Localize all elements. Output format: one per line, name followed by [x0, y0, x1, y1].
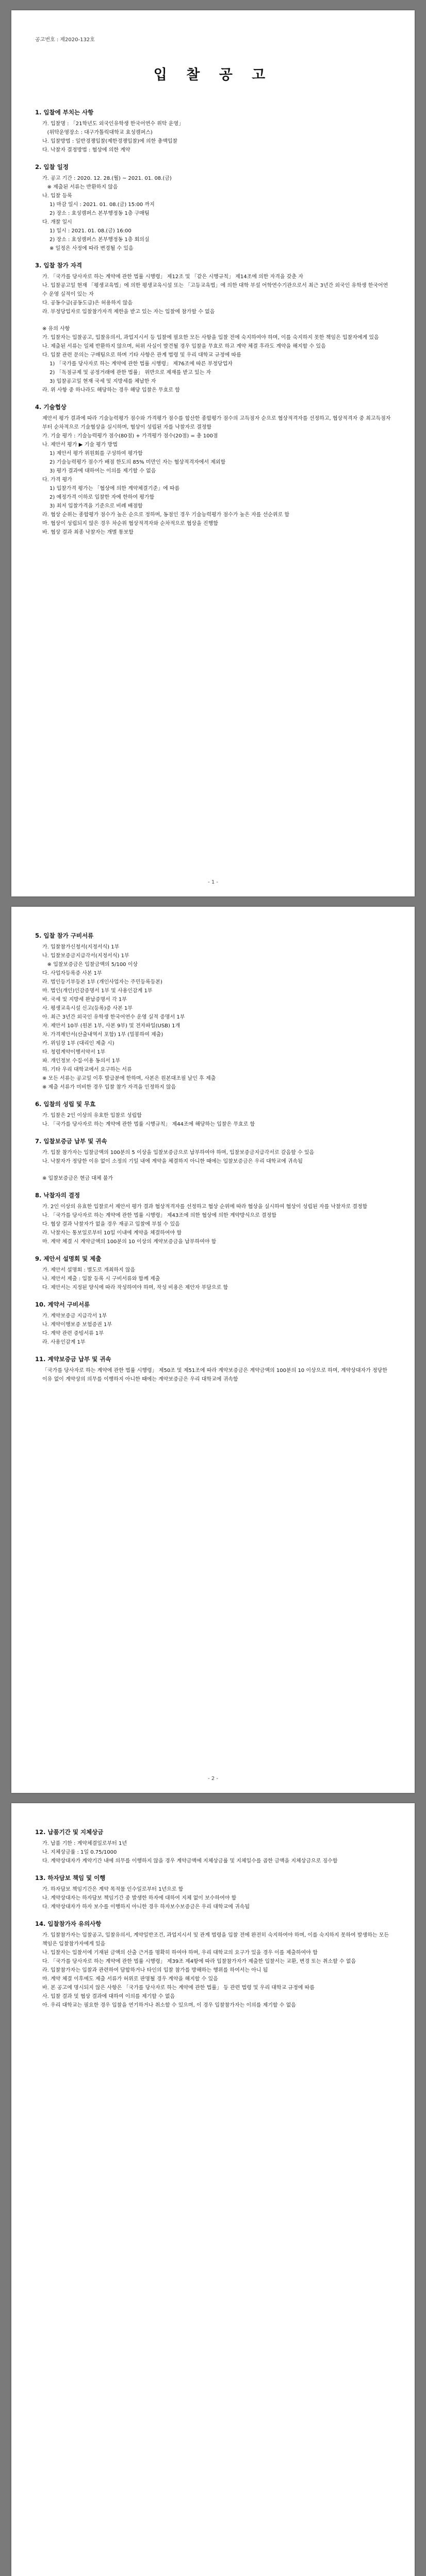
section-line: 나. 「국가를 당사자로 하는 계약에 관한 법률 시행규칙」 제44조에 해당하는 입찰은 무효로 함: [42, 1122, 255, 1127]
section-line: 2) 장소 : 효성캠퍼스 본부행정동 1층 회의실: [50, 237, 150, 243]
section-line: 가. 「국가를 당사자로 하는 계약에 관한 법률 시행령」 제12조 및 「같은 시행규칙」 제14조에 의한 자격을 갖춘 자: [42, 274, 303, 280]
section-line: 나. 제출된 서류는 일체 반환하지 않으며, 허위 사실이 발견될 경우 입찰을 무효로 하고 계약 체결 후라도 계약을 해지할 수 있음: [42, 344, 326, 349]
section-line: 타. 청렴계약이행서약서 1부: [42, 1049, 106, 1055]
section-line: 카. 위임장 1부 (대리인 제출 시): [42, 1041, 114, 1046]
page-number: - 2 -: [208, 1776, 218, 1782]
section-line: 파. 개인정보 수집·이용 동의서 1부: [42, 1058, 121, 1064]
section-line: 가. 입찰참가자는 입찰공고, 입찰유의서, 계약일반조건, 과업지시서 및 관계 법령을 입찰 전에 완전히 숙지하여야 하며, 이를 숙지하지 못하여 발생하는 모든 책임은 입찰참가자에게 있음: [42, 1933, 391, 1947]
section-line: 다. 「국가를 당사자로 하는 계약에 관한 법률 시행령」 제39조 제4항에 따라 입찰참가자가 제출한 입찰서는 교환, 변경 또는 취소할 수 없음: [42, 1959, 356, 1964]
section-line: 가. 입찰은 2인 이상의 유효한 입찰로 성립함: [42, 1113, 142, 1118]
section-line: 가. 입찰자는 입찰공고, 입찰유의서, 과업지시서 등 입찰에 필요한 모든 사항을 입찰 전에 숙지하여야 하며, 이를 숙지하지 못한 책임은 입찰자에게 있음: [42, 335, 379, 341]
section-line: 1) 입찰가격 평가는 「협상에 의한 계약체결기준」에 따름: [50, 486, 180, 492]
section-line: 라. 낙찰자는 통보일로부터 10일 이내에 계약을 체결하여야 함: [42, 1230, 182, 1236]
section-line: 나. 입찰 등록: [42, 193, 72, 199]
section-line: 가. 2인 이상의 유효한 입찰로서 제안서 평가 결과 협상적격자를 선정하고 협상 순위에 따라 협상을 실시하여 협상이 성립된 자를 낙찰자로 결정함: [42, 1204, 368, 1210]
section-line: ※ 제출된 서류는 반환하지 않음: [42, 184, 118, 190]
section-line: 다. 계약상대자가 하자 보수를 이행하지 아니한 경우 하자보수보증금은 우리 대학교에 귀속됨: [42, 1904, 250, 1910]
section-line: 라. 부정당업자로 입찰참가자격 제한을 받고 있는 자는 입찰에 참가할 수 없음: [42, 309, 215, 315]
section-heading: 13. 하자담보 책임 및 이행: [35, 1874, 106, 1882]
section-line: ※ 일정은 사정에 따라 변경될 수 있음: [50, 246, 134, 251]
section-heading: 2. 입찰 일정: [35, 163, 69, 171]
section-line: 3) 평가 결과에 대하여는 이의를 제기할 수 없음: [50, 468, 156, 474]
section-line: 다. 공동수급(공동도급)은 허용하지 않음: [42, 300, 133, 306]
section-line: 가. 입찰 참가자는 입찰금액의 100분의 5 이상을 입찰보증금으로 납부하여야 하며, 입찰보증금지급각서로 갈음할 수 있음: [42, 1150, 315, 1156]
section-line: 라. 입찰참가자는 입찰과 관련하여 담합하거나 타인의 입찰 참가를 방해하는 행위를 하여서는 아니 됨: [42, 1968, 268, 1973]
section-line: 가. 공고 기간 : 2020. 12. 28.(월) ~ 2021. 01. 08.(금): [42, 176, 172, 181]
section-line: 1) 마감 일시 : 2021. 01. 08.(금) 15:00 까지: [50, 202, 155, 208]
section-line: 나. 제안서 제출 : 입찰 등록 시 구비서류와 함께 제출: [42, 1276, 160, 1282]
notice-number: 공고번호 : 제2020-132호: [35, 37, 95, 43]
page-content: [35, 931, 391, 1384]
section-line: ※ 입찰보증금은 현금 대체 불가: [42, 1176, 113, 1181]
section-line: 다. 협상 결과 낙찰자가 없을 경우 재공고 입찰에 부칠 수 있음: [42, 1222, 180, 1227]
section-line: 가. 제안서 설명회 : 별도로 개최하지 않음: [42, 1267, 136, 1273]
document-title: 입 찰 공 고: [153, 67, 273, 83]
section-line: 다. 낙찰자 결정방법 : 협상에 의한 계약: [42, 147, 130, 153]
section-line: 2) 「독점규제 및 공정거래에 관한 법률」 위반으로 제재를 받고 있는 자: [50, 370, 211, 376]
section-line: 자. 제안서 10부 (원본 1부, 사본 9부) 및 전자파일(USB) 1개: [42, 1023, 181, 1029]
section: [35, 163, 391, 253]
section-line: (위탁운영장소 : 대구가톨릭대학교 효성캠퍼스): [42, 130, 153, 135]
section-line: ※ 모든 서류는 공고일 이후 발급분에 한하며, 사본은 원본대조필 날인 후 제출: [42, 1076, 216, 1081]
section-line: ※ 유의 사항: [42, 326, 70, 332]
section-line: 마. 협상이 성립되지 않은 경우 차순위 협상적격자와 순차적으로 협상을 진행함: [42, 521, 218, 527]
section-line: 다. 제안서는 지정된 양식에 따라 작성하여야 하며, 작성 비용은 제안자 부담으로 함: [42, 1285, 228, 1291]
section-line: ※ 입찰보증금은 입찰금액의 5/100 이상: [42, 962, 138, 968]
section-line: 3) 최저 입찰가격을 기준으로 비례 배점함: [50, 503, 143, 509]
section-line: 나. 「국가를 당사자로 하는 계약에 관한 법률 시행령」 제43조에 의한 협상에 의한 계약방식으로 결정함: [42, 1213, 276, 1218]
section-line: 1) 일시 : 2021. 01. 08.(금) 16:00: [50, 228, 132, 234]
section-heading: 5. 입찰 참가 구비서류: [35, 932, 94, 939]
section-line: 바. 본 공고에 명시되지 않은 사항은 「국가를 당사자로 하는 계약에 관한 법률」 등 관련 법령 및 우리 대학교 규정에 따름: [42, 1985, 315, 1991]
section-line: 2) 기술능력평가 점수가 배점 한도의 85% 미만인 자는 협상적격자에서 제외함: [50, 460, 226, 465]
section-line: 다. 사업자등록증 사본 1부: [42, 971, 102, 976]
section-heading: 1. 입찰에 부치는 사항: [35, 109, 94, 116]
section: [35, 261, 391, 316]
section-line: 「국가를 당사자로 하는 계약에 관한 법률 시행령」 제50조 및 제51조에 따라 계약보증금은 계약금액의 100분의 10 이상으로 하며, 계약상대자가 정당한 이유 없이 계약상의 의무를 이행하지 아니한 때에는 계약보증금은 우리 대학교에 귀속함: [42, 1368, 389, 1382]
document-page-2: [11, 907, 415, 1793]
section: [35, 1355, 391, 1384]
section: [35, 1174, 391, 1183]
section-line: 다. 개찰 일시: [42, 219, 72, 225]
section-line: 바. 국세 및 지방세 완납증명서 각 1부: [42, 997, 127, 1003]
page-content: [35, 108, 391, 537]
section-line: 다. 입찰 관련 문의는 구매팀으로 하며 기타 사항은 관계 법령 및 우리 대학교 규정에 따름: [42, 352, 241, 358]
section-line: 나. 낙찰자가 정당한 이유 없이 소정의 기일 내에 계약을 체결하지 아니한 때에는 입찰보증금은 우리 대학교에 귀속됨: [42, 1159, 303, 1164]
section-line: 바. 협상 결과 최종 낙찰자는 개별 통보함: [42, 530, 134, 535]
section-line: 다. 계약상대자가 계약기간 내에 의무를 이행하지 않을 경우 계약금액에 지체상금률 및 지체일수를 곱한 금액을 지체상금으로 징수함: [42, 1858, 338, 1864]
section-line: 가. 납품 기한 : 계약체결일로부터 1년: [42, 1841, 127, 1846]
section-line: 3) 입찰공고일 현재 국세 및 지방세를 체납한 자: [50, 379, 156, 384]
page-content: [35, 1828, 391, 2010]
section-line: 마. 법인(개인)인감증명서 1부 및 사용인감계 1부: [42, 988, 153, 994]
section-line: 나. 입찰보증금지급각서(지정서식) 1부: [42, 953, 129, 959]
section: [35, 1920, 391, 2010]
section-line: 가. 계약보증금 지급각서 1부: [42, 1313, 107, 1319]
section-line: 제안서 평가 결과에 따라 기술능력평가 점수와 가격평가 점수를 합산한 종합평가 점수의 고득점자 순으로 협상적격자를 선정하고, 협상적격자 중 최고득점자부터 순차적으로 기술협상을 실시하며, 협상이 성립된 자를 낙찰자로 결정함: [42, 416, 391, 430]
section-heading: 4. 기술협상: [35, 403, 67, 411]
section-line: 나. 입찰공고일 현재 「평생교육법」에 의한 평생교육시설 또는 「고등교육법」에 의한 대학 부설 어학연수기관으로서 최근 3년간 외국인 유학생 한국어연수 운영 실적이 있는 자: [42, 283, 388, 297]
section-line: 나. 입찰자는 입찰서에 기재된 금액의 산출 근거를 명확히 하여야 하며, 우리 대학교의 요구가 있을 경우 이를 제출하여야 함: [42, 1950, 318, 1956]
section-line: 사. 입찰 결과 및 협상 결과에 대하여 이의를 제기할 수 없음: [42, 1994, 175, 1999]
document-page-3: [11, 1803, 415, 2576]
section: [35, 1874, 391, 1911]
document-page-1: [11, 10, 415, 896]
section: [35, 1100, 391, 1129]
section-line: 2) 예정가격 이하로 입찰한 자에 한하여 평가함: [50, 495, 155, 500]
section-line: 하. 기타 우리 대학교에서 요구하는 서류: [42, 1067, 132, 1073]
section-line: 라. 사용인감계 1부: [42, 1340, 86, 1345]
section-line: 가. 기술 평가 : 기술능력평가 점수(80점) + 가격평가 점수(20점) = 총 100점: [42, 433, 218, 439]
section-line: 마. 계약 체결 이후에도 제출 서류가 허위로 판명될 경우 계약을 해지할 수 있음: [42, 1976, 218, 1982]
section-line: 1) 제안서 평가 위원회를 구성하여 평가함: [50, 451, 143, 456]
section-line: 라. 법인등기부등본 1부 (개인사업자는 주민등록등본): [42, 979, 162, 985]
section: [35, 325, 391, 395]
section-heading: 9. 제안서 설명회 및 제출: [35, 1255, 102, 1262]
section: [35, 1137, 391, 1166]
section-line: 가. 하자담보 책임기간은 계약 목적물 인수일로부터 1년으로 함: [42, 1887, 184, 1892]
section: [35, 1255, 391, 1292]
section-heading: 8. 낙찰자의 결정: [35, 1192, 80, 1199]
page-number: - 1 -: [208, 879, 218, 885]
section-line: 라. 협상 순위는 종합평가 점수가 높은 순으로 정하며, 동점인 경우 기술능력평가 점수가 높은 자를 선순위로 함: [42, 512, 290, 518]
section-heading: 11. 계약보증금 납부 및 귀속: [35, 1355, 111, 1363]
section-line: ※ 제출 서류가 미비한 경우 입찰 참가 자격을 인정하지 않음: [42, 1084, 176, 1090]
section-heading: 12. 납품기간 및 지체상금: [35, 1828, 104, 1836]
section-line: 나. 계약상대자는 하자담보 책임기간 중 발생한 하자에 대하여 지체 없이 보수하여야 함: [42, 1895, 237, 1901]
section-line: 차. 가격제안서(산출내역서 포함) 1부 (밀봉하여 제출): [42, 1032, 163, 1038]
section: [35, 403, 391, 537]
section-line: 나. 지체상금률 : 1일 0.75/1000: [42, 1850, 117, 1855]
section-line: 아. 우리 대학교는 필요한 경우 입찰을 연기하거나 취소할 수 있으며, 이 경우 입찰참가자는 이의를 제기할 수 없음: [42, 2003, 296, 2008]
section-line: 나. 계약이행보증 보험증권 1부: [42, 1322, 112, 1328]
section-heading: 7. 입찰보증금 납부 및 귀속: [35, 1138, 107, 1145]
section: [35, 931, 391, 1092]
section-heading: 3. 입찰 참가 자격: [35, 262, 83, 269]
section-line: 사. 평생교육시설 신고(등록)증 사본 1부: [42, 1006, 133, 1011]
section-line: 나. 제안서 평가 ▶ 기술 평가 방법: [42, 442, 118, 448]
section: [35, 1191, 391, 1246]
section-heading: 10. 계약서 구비서류: [35, 1301, 90, 1308]
section-line: 가. 입찰명 : 「21학년도 외국인유학생 한국어연수 위탁 운영」: [42, 121, 184, 127]
section-line: 나. 입찰방법 : 일반경쟁입찰(제한경쟁입찰)에 의한 총액입찰: [42, 139, 178, 144]
section-line: 2) 장소 : 효성캠퍼스 본부행정동 1층 구매팀: [50, 211, 150, 216]
section-line: 라. 위 사항 중 하나라도 해당하는 경우 해당 입찰은 무효로 함: [42, 387, 180, 393]
section-line: 아. 최근 3년간 외국인 유학생 한국어연수 운영 실적 증명서 1부: [42, 1014, 185, 1020]
section-line: 1) 「국가를 당사자로 하는 계약에 관한 법률 시행령」 제76조에 따른 부정당업자: [50, 361, 233, 367]
section: [35, 1828, 391, 1866]
section: [35, 1300, 391, 1347]
section-line: 가. 입찰참가신청서(지정서식) 1부: [42, 944, 120, 950]
section-heading: 14. 입찰참가자 유의사항: [35, 1920, 102, 1927]
section-line: 다. 가격 평가: [42, 477, 72, 483]
section-line: 다. 계약 관련 증빙서류 1부: [42, 1331, 104, 1336]
section: [35, 108, 391, 155]
section-line: 마. 계약 체결 시 계약금액의 100분의 10 이상의 계약보증금을 납부하여야 함: [42, 1239, 217, 1245]
section-heading: 6. 입찰의 성립 및 무효: [35, 1100, 96, 1108]
